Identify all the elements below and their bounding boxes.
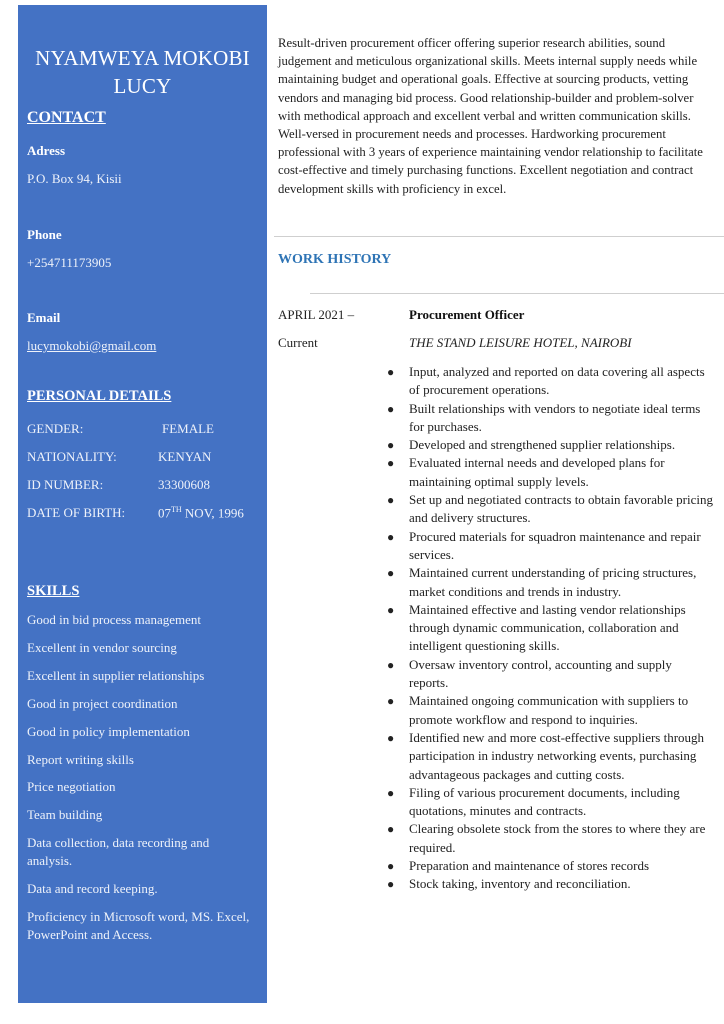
dob-day: 07 (158, 505, 171, 521)
job-date-end: Current (278, 335, 318, 350)
dob-ordinal: TH (171, 505, 182, 514)
bullet-icon: ● (387, 785, 395, 800)
list-item (387, 528, 714, 565)
list-item (387, 857, 714, 875)
bullet-icon: ● (387, 859, 395, 874)
skill-item: Report writing skills (27, 752, 134, 767)
gender-label: GENDER: (27, 421, 84, 436)
list-item (387, 564, 714, 601)
sidebar (18, 5, 267, 1003)
duty-text: Identified new and more cost-effective suppliers through participation in industry networking events, purchasing advantageous packages and cutting costs. (409, 729, 705, 782)
job-date-start: APRIL 2021 – (278, 307, 355, 322)
duty-text: Built relationships with vendors to negotiate ideal terms for purchases. (409, 400, 701, 434)
bullet-icon: ● (387, 456, 395, 471)
duty-text: Filing of various procurement documents, including quotations, minutes and contracts. (409, 784, 680, 819)
bullet-icon: ● (387, 365, 395, 379)
nationality-value: KENYAN (158, 449, 212, 464)
company-name: THE STAND LEISURE HOTEL, NAIROBI (409, 335, 632, 350)
section-divider (274, 236, 724, 237)
list-item (387, 692, 714, 729)
duty-text: Oversaw inventory control, accounting and supply reports. (409, 656, 672, 691)
duty-text: Maintained current understanding of pricing structures, market conditions and trends in industry. (409, 565, 697, 599)
professional-summary: Result-driven procurement officer offering superior research abilities, sound judgement and meticulous organizational skills. Meets internal supply needs while maintaining budget and operational goals. Effective at sourcing products, vetting vendors and managing bid process. Good relationship-builder and problem-solver with methodical approach and excellent verbal and written communication skills. Well-versed in procurement needs and processes. Hardworking procurement professional with 3 years of experience maintaining vendor relationship to facilitate cost-effective and timely purchasing functions. Excellent negotiation and contract development skills with proficiency in excel. (278, 36, 703, 196)
duty-text: Clearing obsolete stock from the stores to where they are required. (409, 821, 706, 855)
duty-text: Set up and negotiated contracts to obtain favorable pricing and delivery structures. (409, 492, 713, 526)
dob-label: DATE OF BIRTH: (27, 505, 126, 520)
address-value: P.O. Box 94, Kisii (27, 171, 122, 186)
list-item (387, 656, 714, 693)
bullet-icon: ● (387, 529, 395, 544)
list-item (387, 491, 714, 528)
contact-heading: CONTACT (27, 109, 106, 126)
dob-value (158, 505, 244, 521)
work-history-heading: WORK HISTORY (278, 252, 392, 267)
skill-item: Excellent in vendor sourcing (27, 640, 177, 655)
list-item (387, 729, 714, 784)
skill-item: Price negotiation (27, 779, 116, 794)
bullet-icon: ● (387, 694, 395, 709)
list-item (387, 454, 714, 491)
duties-list (387, 363, 714, 894)
duty-text: Maintained ongoing communication with suppliers to promote workflow and respond to inquiries. (409, 693, 689, 727)
email-label: Email (27, 310, 61, 325)
skill-item: Good in bid process management (27, 612, 202, 627)
skill-item: Good in project coordination (27, 696, 178, 711)
skill-item: Team building (27, 807, 103, 822)
duty-text: Developed and strengthened supplier relationships. (409, 437, 676, 453)
skill-item: Data and record keeping. (27, 881, 158, 896)
bullet-icon: ● (387, 877, 395, 892)
phone-value: +254711173905 (27, 255, 112, 270)
duty-text: Evaluated internal needs and developed plans for maintaining optimal supply levels. (409, 455, 665, 489)
bullet-icon: ● (387, 566, 395, 581)
list-item (387, 363, 714, 400)
phone-label: Phone (27, 227, 62, 242)
bullet-icon: ● (387, 730, 395, 745)
list-item (387, 436, 714, 454)
gender-value: FEMALE (162, 421, 214, 436)
skills-heading: SKILLS (27, 583, 80, 599)
duty-text: Stock taking, inventory and reconciliation. (409, 876, 631, 892)
list-item (387, 400, 714, 437)
skill-item: Proficiency in Microsoft word, MS. Excel, PowerPoint and Access. (27, 909, 250, 942)
nationality-label: NATIONALITY: (27, 449, 117, 464)
personal-details-heading: PERSONAL DETAILS (27, 388, 172, 404)
candidate-name: NYAMWEYA MOKOBI LUCY (35, 46, 250, 98)
skill-item: Excellent in supplier relationships (27, 668, 205, 683)
duty-text: Maintained effective and lasting vendor relationships through dynamic communication, collaboration and intelligent questioning skills. (409, 601, 686, 654)
list-item (387, 820, 714, 857)
bullet-icon: ● (387, 493, 395, 508)
job-title: Procurement Officer (409, 307, 525, 322)
bullet-icon: ● (387, 401, 395, 416)
section-divider (310, 293, 724, 294)
list-item (387, 784, 714, 821)
email-link[interactable]: lucymokobi@gmail.com (27, 338, 157, 353)
id-number-value: 33300608 (158, 477, 210, 492)
bullet-icon: ● (387, 438, 395, 453)
bullet-icon: ● (387, 602, 395, 617)
dob-month-year: NOV, 1996 (181, 505, 244, 521)
skill-item: Data collection, data recording and analysis. (27, 835, 210, 868)
duty-text: Input, analyzed and reported on data covering all aspects of procurement operations. (409, 364, 705, 398)
id-number-label: ID NUMBER: (27, 477, 104, 492)
list-item (387, 875, 714, 893)
bullet-icon: ● (387, 657, 395, 672)
skill-item: Good in policy implementation (27, 724, 190, 739)
duty-text: Procured materials for squadron maintenance and repair services. (409, 528, 701, 562)
bullet-icon: ● (387, 822, 395, 837)
address-label: Adress (27, 143, 66, 158)
list-item (387, 601, 714, 656)
duty-text: Preparation and maintenance of stores records (409, 858, 650, 874)
